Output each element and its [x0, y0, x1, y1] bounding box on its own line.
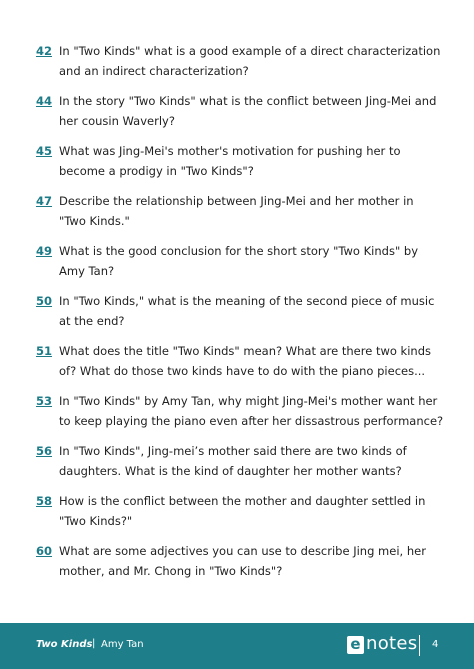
question-text: What was Jing-Mei's mother's motivation for pushing her to become a prodigy in "Two Kinds"? — [59, 144, 401, 178]
question-text: Describe the relationship between Jing-Mei and her mother in "Two Kinds." — [59, 194, 414, 228]
page-footer — [0, 623, 474, 669]
question-text: How is the conflict between the mother and daughter settled in "Two Kinds?" — [59, 494, 426, 528]
question-text: What is the good conclusion for the short story "Two Kinds" by Amy Tan? — [59, 244, 418, 278]
question-text: In the story "Two Kinds" what is the conflict between Jing-Mei and her cousin Waverly? — [59, 94, 437, 128]
question-link[interactable]: 50 — [36, 294, 53, 308]
question-link[interactable]: 60 — [36, 544, 53, 558]
question-text: In "Two Kinds", Jing-mei’s mother said there are two kinds of daughters. What is the kind of daughter her mother wants? — [59, 444, 407, 478]
footer-title: Two Kinds — [36, 639, 93, 650]
question-text: In "Two Kinds" what is a good example of a direct characterization and an indirect characterization? — [59, 44, 441, 78]
question-link[interactable]: 47 — [36, 194, 53, 208]
page-number: 4 — [432, 639, 439, 650]
question-link[interactable]: 49 — [36, 244, 53, 258]
question-text: In "Two Kinds," what is the meaning of the second piece of music at the end? — [59, 294, 435, 328]
question-link[interactable]: 58 — [36, 494, 53, 508]
footer-separator: | — [92, 638, 96, 649]
question-link[interactable]: 42 — [36, 44, 53, 58]
question-link[interactable]: 45 — [36, 144, 53, 158]
question-text: In "Two Kinds" by Amy Tan, why might Jing-Mei's mother want her to keep playing the piano even after her dissastrous performance? — [59, 394, 444, 428]
footer-author: Amy Tan — [101, 639, 144, 650]
question-link[interactable]: 56 — [36, 444, 53, 458]
question-text: What does the title "Two Kinds" mean? What are there two kinds of? What do those two kinds have to do with the piano pieces... — [59, 344, 431, 378]
question-link[interactable]: 53 — [36, 394, 53, 408]
question-link[interactable]: 44 — [36, 94, 53, 108]
question-text: What are some adjectives you can use to describe Jing mei, her mother, and Mr. Chong in "Two Kinds"? — [59, 544, 426, 578]
enotes-logo-text: notes — [366, 633, 418, 654]
enotes-logo-icon: e — [347, 636, 364, 654]
footer-divider — [419, 635, 420, 656]
question-link[interactable]: 51 — [36, 344, 53, 358]
